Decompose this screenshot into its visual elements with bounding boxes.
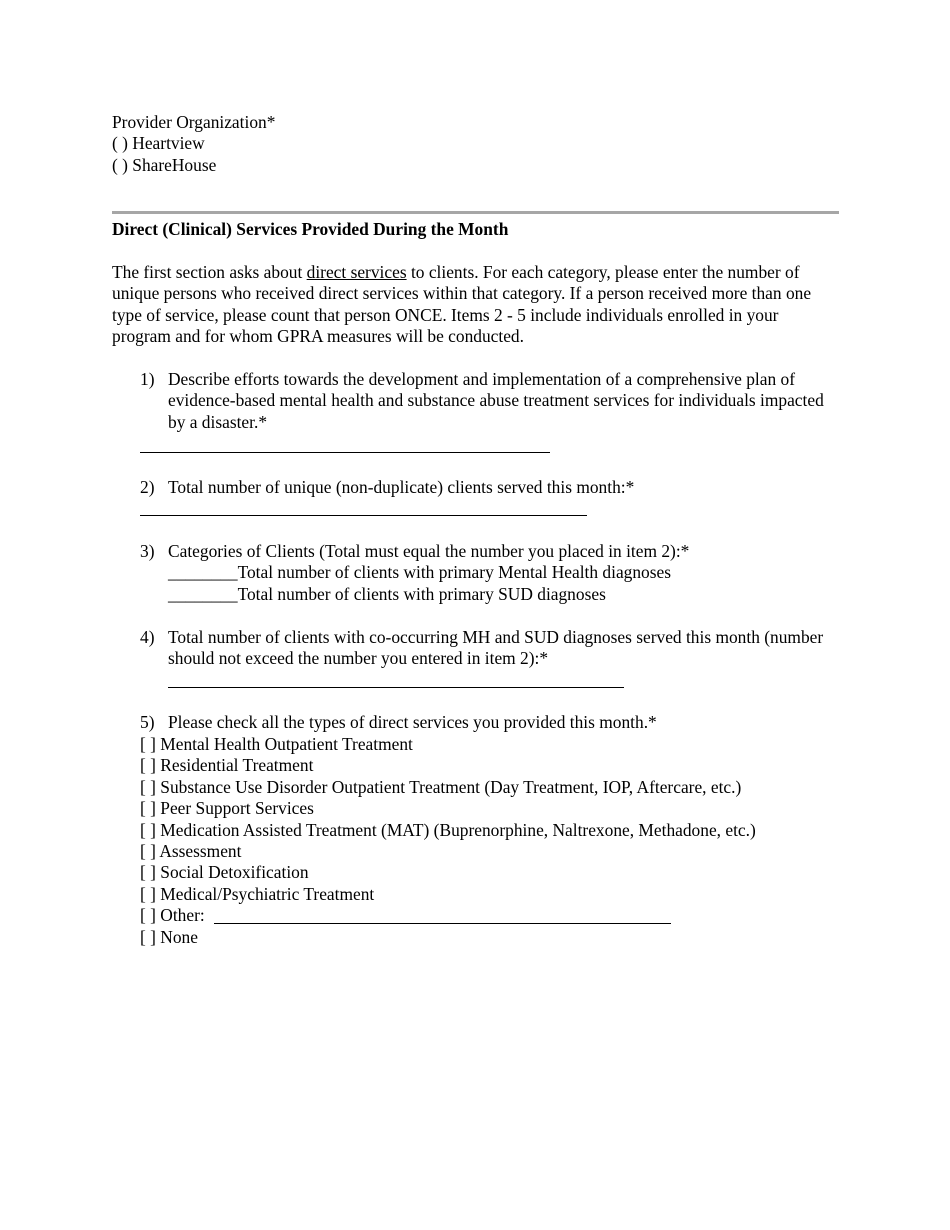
provider-option-heartview[interactable]: ( ) Heartview xyxy=(112,133,205,154)
provider-organization-label: Provider Organization* xyxy=(112,112,276,132)
provider-option-sharehouse[interactable]: ( ) ShareHouse xyxy=(112,154,217,175)
question-2 xyxy=(140,477,840,498)
question-number: 1) xyxy=(140,369,155,389)
answer-line-2[interactable] xyxy=(140,515,587,516)
question-text: Describe efforts towards the development and implementation of a comprehensive plan of evidence-based mental health and substance abuse treatment services for individuals impacted by a disaster.* xyxy=(168,369,824,432)
question-number: 3) xyxy=(140,541,155,561)
service-checkbox-none[interactable]: [ ] None xyxy=(140,927,198,947)
answer-line-4[interactable] xyxy=(168,687,624,688)
mental-health-count-field[interactable]: ________Total number of clients with primary Mental Health diagnoses xyxy=(168,562,672,583)
question-text: Categories of Clients (Total must equal the number you placed in item 2):* xyxy=(168,541,690,561)
provider-organization-field xyxy=(112,112,839,176)
service-checkbox-medical-psychiatric[interactable]: [ ] Medical/Psychiatric Treatment xyxy=(140,884,375,904)
question-3 xyxy=(140,541,840,605)
question-number: 4) xyxy=(140,627,155,647)
service-checkbox-mh-outpatient[interactable]: [ ] Mental Health Outpatient Treatment xyxy=(140,734,413,754)
other-service-answer-line[interactable] xyxy=(214,923,671,924)
service-checkbox-social-detox[interactable]: [ ] Social Detoxification xyxy=(140,862,309,882)
service-checkbox-mat[interactable]: [ ] Medication Assisted Treatment (MAT) (Buprenorphine, Naltrexone, Methadone, etc.) xyxy=(140,820,756,840)
answer-line-1[interactable] xyxy=(140,452,550,453)
service-checkbox-other[interactable]: [ ] Other: xyxy=(140,905,205,925)
intro-direct-services: direct services xyxy=(306,262,407,282)
question-4 xyxy=(140,627,840,670)
service-checkbox-peer-support[interactable]: [ ] Peer Support Services xyxy=(140,798,314,818)
question-number: 5) xyxy=(140,712,155,732)
section-intro xyxy=(112,262,839,348)
service-checkbox-residential[interactable]: [ ] Residential Treatment xyxy=(140,755,314,775)
question-5 xyxy=(140,712,840,733)
question-text: Total number of clients with co-occurring MH and SUD diagnoses served this month (number should not exceed the number you entered in item 2):* xyxy=(168,627,824,669)
intro-text-end: to clients. For each category, please enter the number of unique persons who received direct services within that category. If a person received more than one type of service, please count that person ONCE. Items 2 - 5 include individuals enrolled in your program and for whom GPRA measures will be conducted. xyxy=(112,262,812,347)
service-checkbox-assessment[interactable]: [ ] Assessment xyxy=(140,841,242,861)
question-text: Please check all the types of direct services you provided this month.* xyxy=(168,712,657,732)
intro-text-start: The first section asks about xyxy=(112,262,307,282)
question-number: 2) xyxy=(140,477,155,497)
question-text: Total number of unique (non-duplicate) clients served this month:* xyxy=(168,477,635,497)
sud-count-field[interactable]: ________Total number of clients with primary SUD diagnoses xyxy=(168,583,606,604)
section-title: Direct (Clinical) Services Provided During the Month xyxy=(112,219,509,239)
section-divider xyxy=(112,211,839,214)
service-checkbox-sud-outpatient[interactable]: [ ] Substance Use Disorder Outpatient Treatment (Day Treatment, IOP, Aftercare, etc.) xyxy=(140,777,742,797)
question-1 xyxy=(140,369,840,433)
